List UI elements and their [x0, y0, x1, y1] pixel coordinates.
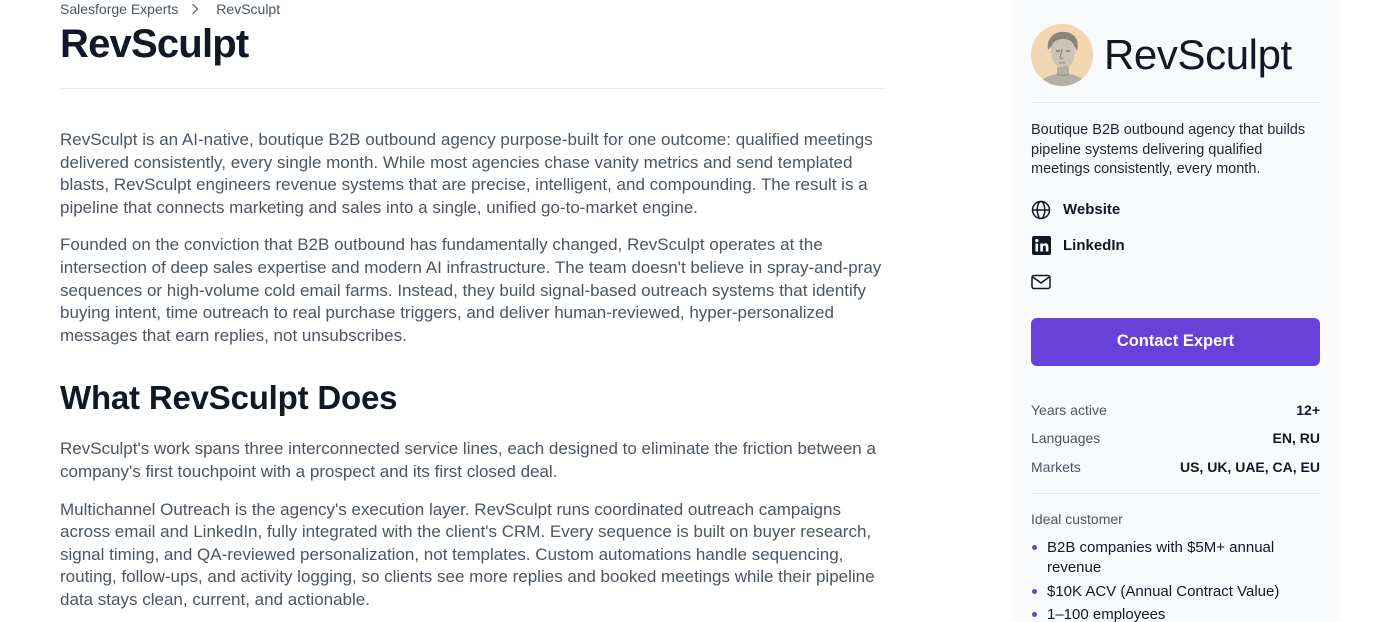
linkedin-link[interactable] [1031, 228, 1320, 264]
expert-card [1011, 0, 1340, 622]
breadcrumb-current: RevSculpt [216, 1, 281, 17]
card-divider [1031, 102, 1320, 103]
ideal-customer-label: Ideal customer [1031, 511, 1123, 527]
article-paragraph: RevSculpt is an AI-native, boutique B2B outbound agency purpose-built for one outcome: qualified meetings delivered consistently, every single month. While most agencies chase vanity metrics and send templated blasts, RevSculpt engineers revenue systems that are precise, intelligent, and compounding. The result is a pipeline that connects marketing and sales into a single, unified go-to-market engine. [60, 130, 873, 217]
ideal-customer-list [1031, 538, 1320, 622]
bullet-dot [1032, 612, 1037, 617]
website-link[interactable] [1031, 192, 1320, 228]
list-item [1031, 538, 1320, 578]
stat-value: 12+ [1296, 401, 1320, 418]
stats-list [1031, 396, 1320, 482]
card-title: RevSculpt [1104, 31, 1292, 78]
card-links [1031, 192, 1320, 300]
list-item-text: 1–100 employees [1047, 606, 1166, 622]
stat-key: Markets [1031, 458, 1081, 475]
contact-expert-button[interactable]: Contact Expert [1031, 318, 1320, 366]
bust-statue-avatar-icon [1031, 24, 1093, 86]
breadcrumb-parent-link[interactable]: Salesforge Experts [60, 1, 179, 17]
article-paragraph: RevSculpt's work spans three interconnected service lines, each designed to eliminate the friction between a company's first touchpoint with a prospect and its first closed deal. [60, 439, 876, 481]
linkedin-icon [1031, 236, 1051, 256]
card-divider [1031, 493, 1320, 494]
list-item-text: $10K ACV (Annual Contract Value) [1047, 582, 1280, 600]
globe-icon [1031, 200, 1051, 220]
main-content [60, 0, 883, 622]
article-body [60, 129, 883, 612]
stat-years-active [1031, 396, 1320, 425]
stat-key: Years active [1031, 401, 1107, 418]
article-paragraph: Founded on the conviction that B2B outbound has fundamentally changed, RevSculpt operates at the intersection of deep sales expertise and modern AI infrastructure. The team doesn't believe in spray-and-pray sequences or high-volume cold email farms. Instead, they build signal-based outreach systems that identify buying intent, time outreach to real purchase triggers, and deliver human-reviewed, hyper-personalized messages that earn replies, not unsubscribes. [60, 235, 882, 345]
list-item [1031, 582, 1320, 602]
stat-value: EN, RU [1272, 430, 1320, 447]
list-item [1031, 605, 1320, 622]
bullet-dot [1032, 589, 1037, 594]
linkedin-link-label: LinkedIn [1063, 237, 1125, 254]
avatar [1031, 24, 1093, 86]
article-paragraph: Multichannel Outreach is the agency's execution layer. RevSculpt runs coordinated outreach campaigns across email and LinkedIn, fully integrated with the client's CRM. Every sequence is built on buyer research, signal timing, and QA-reviewed personalization, not templates. Custom automations handle sequencing, routing, follow-ups, and activity logging, so clients see more replies and booked meetings while their pipeline data stays clean, current, and actionable. [60, 499, 875, 609]
breadcrumb [60, 0, 883, 18]
bullet-dot [1032, 545, 1037, 550]
stat-key: Languages [1031, 430, 1101, 447]
mail-icon [1031, 272, 1051, 292]
chevron-right-icon [188, 2, 202, 16]
page-title: RevSculpt [60, 22, 249, 66]
stat-value: US, UK, UAE, CA, EU [1179, 458, 1320, 475]
stat-markets [1031, 453, 1320, 482]
stat-languages [1031, 424, 1320, 453]
section-heading: What RevSculpt Does [60, 379, 398, 417]
card-header [1031, 24, 1320, 86]
website-link-label: Website [1063, 201, 1121, 218]
list-item-text: B2B companies with $5M+ annual revenue [1047, 539, 1275, 576]
card-description: Boutique B2B outbound agency that builds pipeline systems delivering qualified meetings consistently, every month. [1031, 122, 1306, 177]
title-divider [60, 88, 883, 89]
email-link[interactable] [1031, 264, 1320, 300]
